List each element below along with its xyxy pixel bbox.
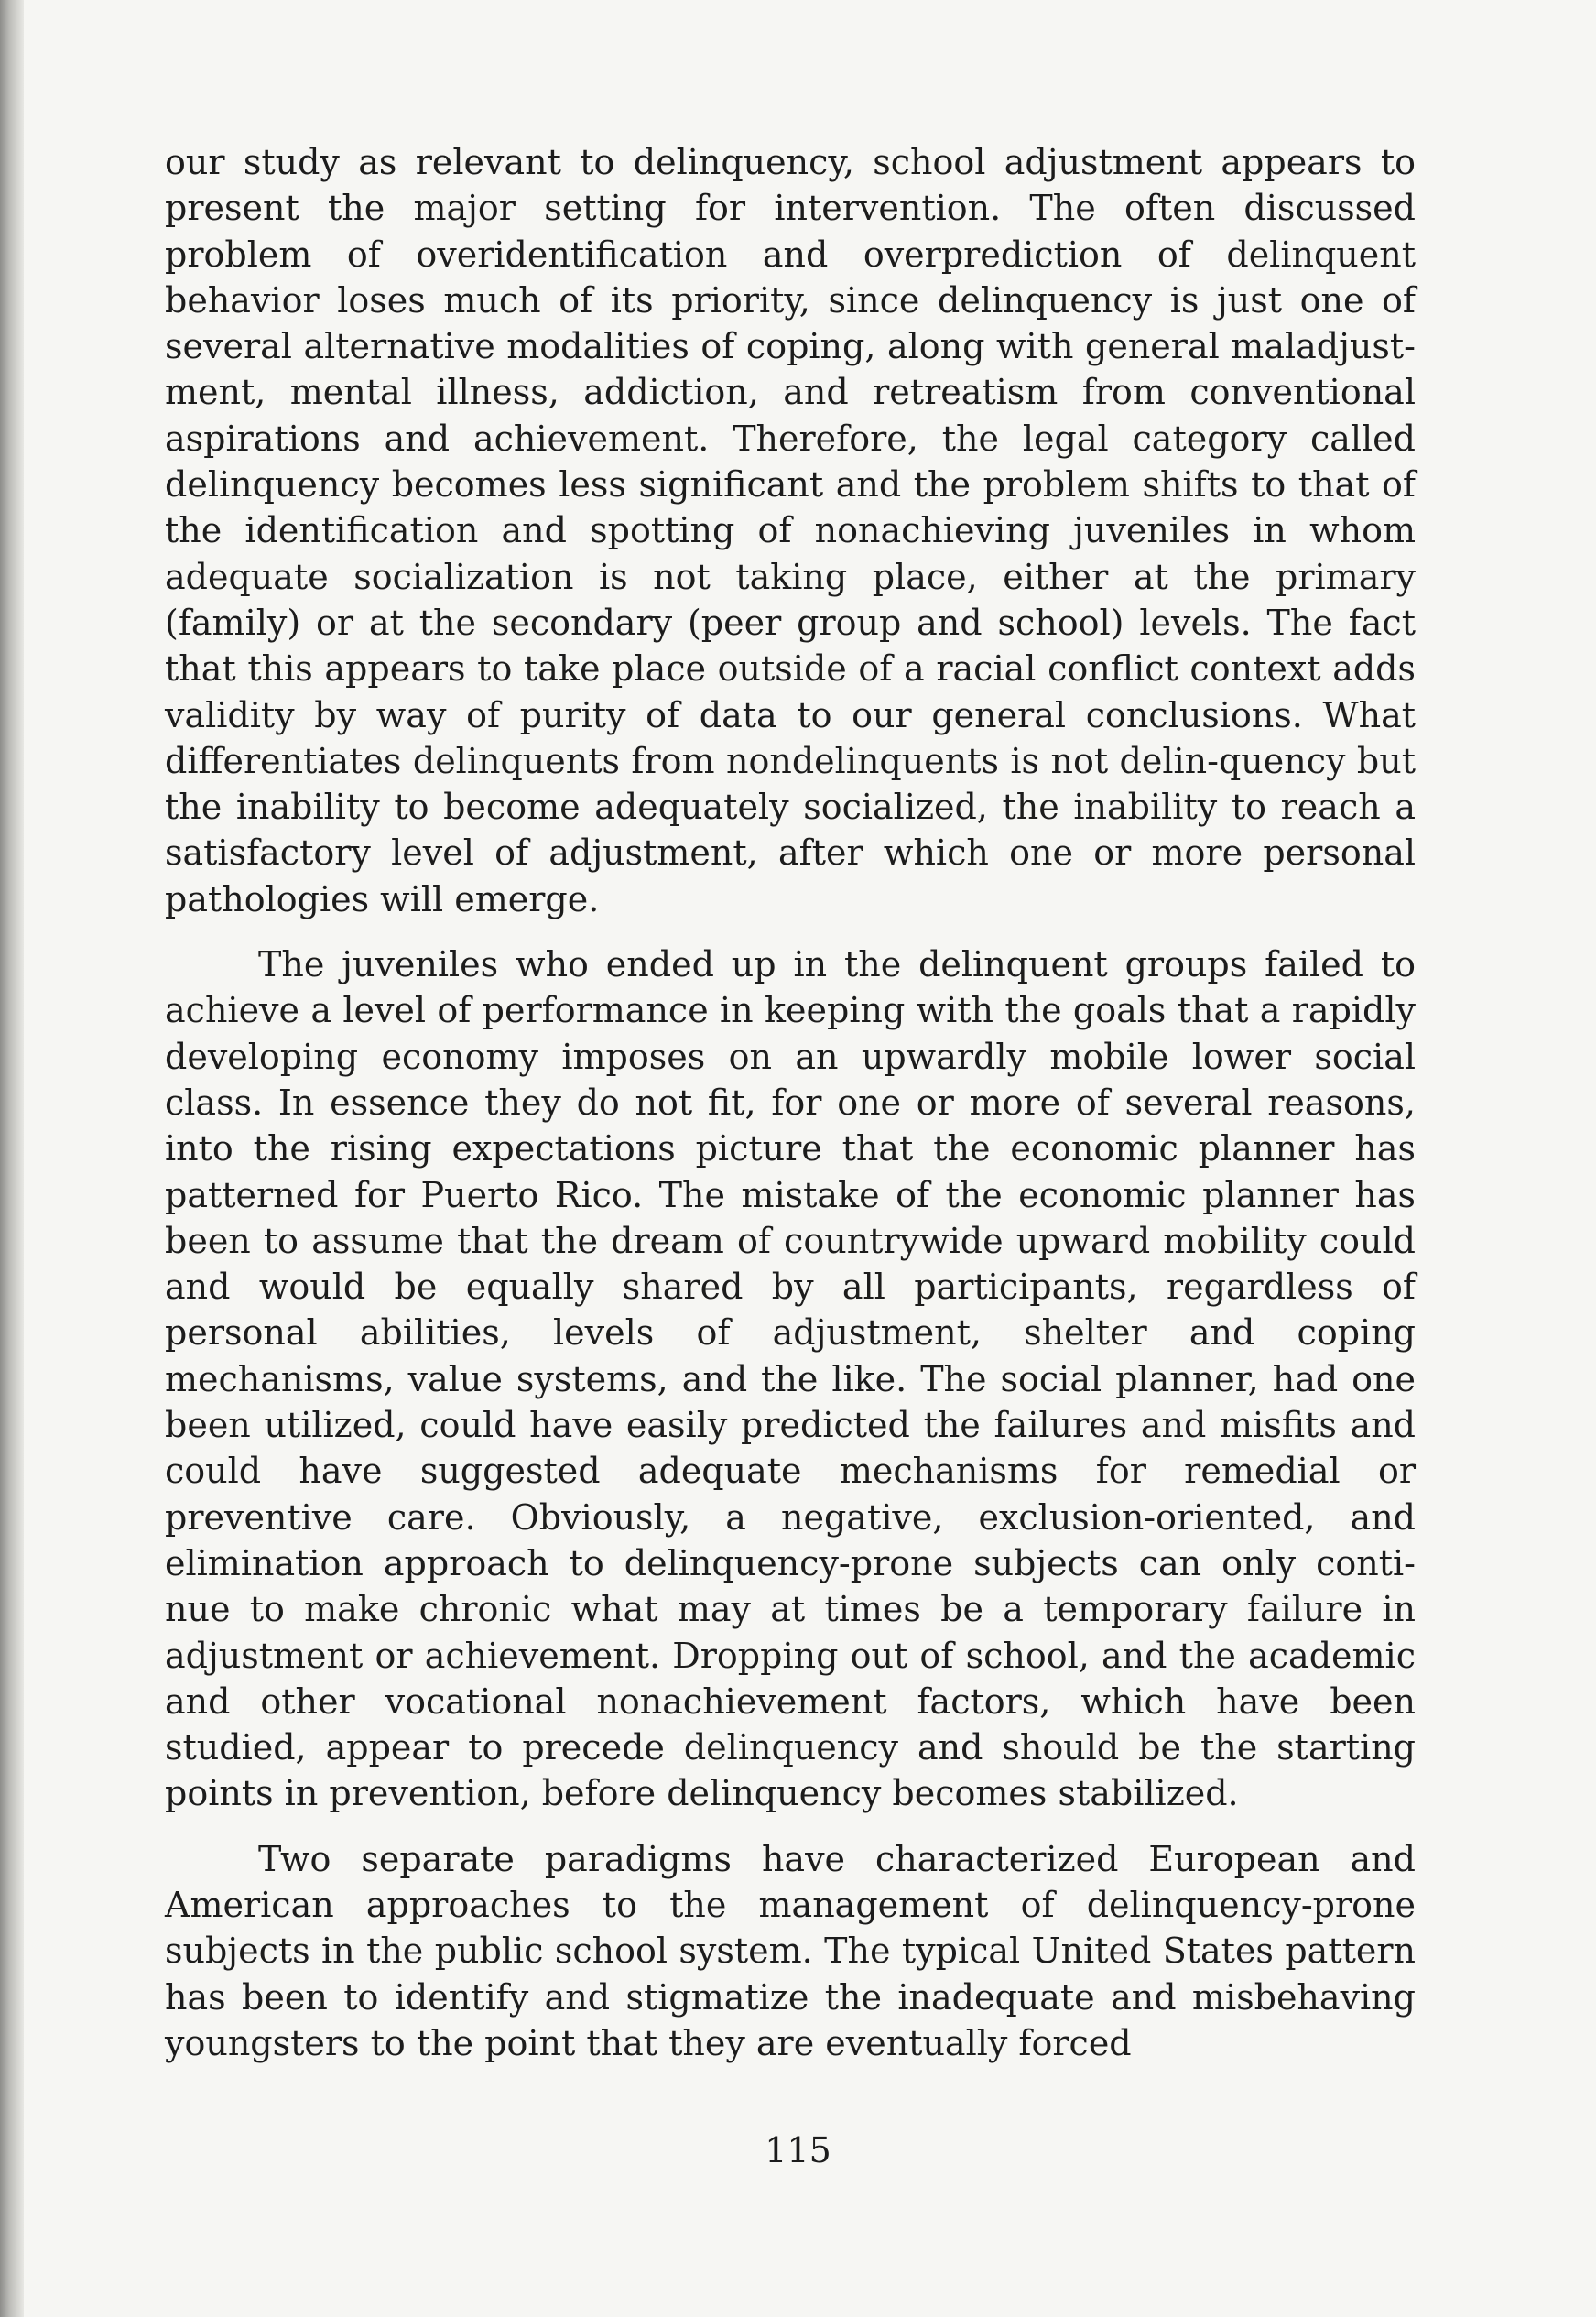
paragraph-2: The juveniles who ended up in the delinquent groups failed to achieve a level of performance in keeping with the goals that a rapidly developing economy imposes on an upwardly mobile lower social class. In essence they do not fit, for one or more of several reasons, into the rising expectations picture that the economic planner has patterned for Puerto Rico. The mistake of the economic planner has been to assume that the dream of countrywide upward mobility could and would be equally shared by all participants, regardless of personal abilities, levels of adjustment, shelter and coping mechanisms, value systems, and the like. The social planner, had one been utilized, could have easily predicted the failures and misfits and could have suggested adequate mechanisms for remedial or preventive care. Obviously, a negative, exclusion-oriented, and elimination approach to delinquency-prone subjects can only conti-nue to make chronic what may at times be a temporary failure in adjustment or achievement. Dropping out of school, and the academic and other vocational nonachievement factors, which have been studied, appear to precede delinquency and should be the starting points in prevention, before delinquency becomes stabilized. — [165, 944, 1416, 1814]
paragraph-3: Two separate paradigms have characterized European and American approaches to the management of delinquency-prone subjects in the public school system. The typical United States pattern has been to identify and stigmatize the inadequate and misbehaving youngsters to the point that they are eventually forced — [165, 1838, 1416, 2063]
body-text — [165, 139, 1416, 2066]
paragraph-1: our study as relevant to delinquency, school adjustment appears to present the major setting for intervention. The often discussed problem of overidentification and overprediction of delinquent behavior loses much of its priority, since delinquency is just one of several alternative modalities of coping, along with general maladjust-ment, mental illness, addiction, and retreatism from conventional aspirations and achievement. Therefore, the legal category called delinquency becomes less significant and the problem shifts to that of the identification and spotting of nonachieving juveniles in whom adequate socialization is not taking place, either at the primary (family) or at the secondary (peer group and school) levels. The fact that this appears to take place outside of a racial conflict context adds validity by way of purity of data to our general conclusions. What differentiates delinquents from nondelinquents is not delin-quency but the inability to become adequately socialized, the inability to reach a satisfactory level of adjustment, after which one or more personal pathologies will emerge. — [165, 142, 1416, 919]
page-number: 115 — [765, 2130, 831, 2170]
page-gutter-shadow — [0, 0, 24, 2317]
